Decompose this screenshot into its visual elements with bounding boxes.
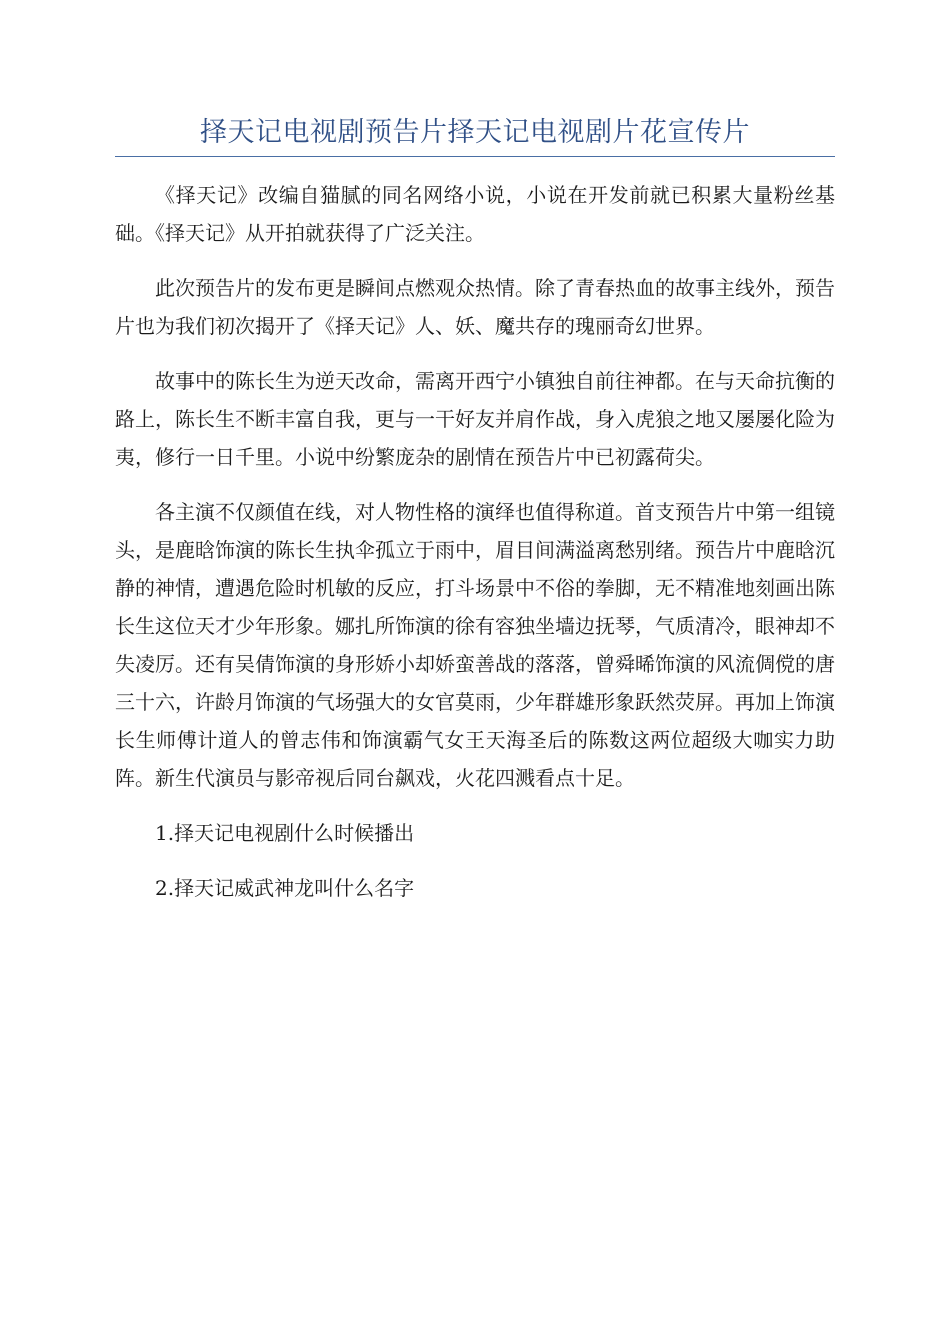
paragraph: 各主演不仅颜值在线，对人物性格的演绎也值得称道。首支预告片中第一组镜头，是鹿晗饰演的陈长生执伞孤立于雨中，眉目间满溢离愁别绪。预告片中鹿晗沉静的神情，遭遇危险时机敏的反应，打斗场景中不俗的拳脚，无不精准地刻画出陈长生这位天才少年形象。娜扎所饰演的徐有容独坐墙边抚琴，气质清冷，眼神却不失凌厉。还有吴倩饰演的身形娇小却娇蛮善战的落落，曾舜晞饰演的风流倜傥的唐三十六，许龄月饰演的气场强大的女官莫雨，少年群雄形象跃然荧屏。再加上饰演长生师傅计道人的曾志伟和饰演霸气女王天海圣后的陈数这两位超级大咖实力助阵。新生代演员与影帝视后同台飙戏，火花四溅看点十足。 <box>115 500 835 790</box>
list-item: 2.择天记威武神龙叫什么名字 <box>155 876 415 900</box>
paragraph: 故事中的陈长生为逆天改命，需离开西宁小镇独自前往神都。在与天命抗衡的路上，陈长生不断丰富自我，更与一干好友并肩作战，身入虎狼之地又屡屡化险为夷，修行一日千里。小说中纷繁庞杂的剧情在预告片中已初露荷尖。 <box>115 369 835 469</box>
page-title: 择天记电视剧预告片择天记电视剧片花宣传片 <box>200 117 750 148</box>
paragraph: 《择天记》改编自猫腻的同名网络小说，小说在开发前就已积累大量粉丝基础。《择天记》从开拍就获得了广泛关注。 <box>115 183 835 245</box>
title-block <box>115 116 835 157</box>
paragraph: 此次预告片的发布更是瞬间点燃观众热情。除了青春热血的故事主线外，预告片也为我们初次揭开了《择天记》人、妖、魔共存的瑰丽奇幻世界。 <box>115 276 835 338</box>
document-body <box>115 176 835 924</box>
list-item: 1.择天记电视剧什么时候播出 <box>155 821 415 845</box>
